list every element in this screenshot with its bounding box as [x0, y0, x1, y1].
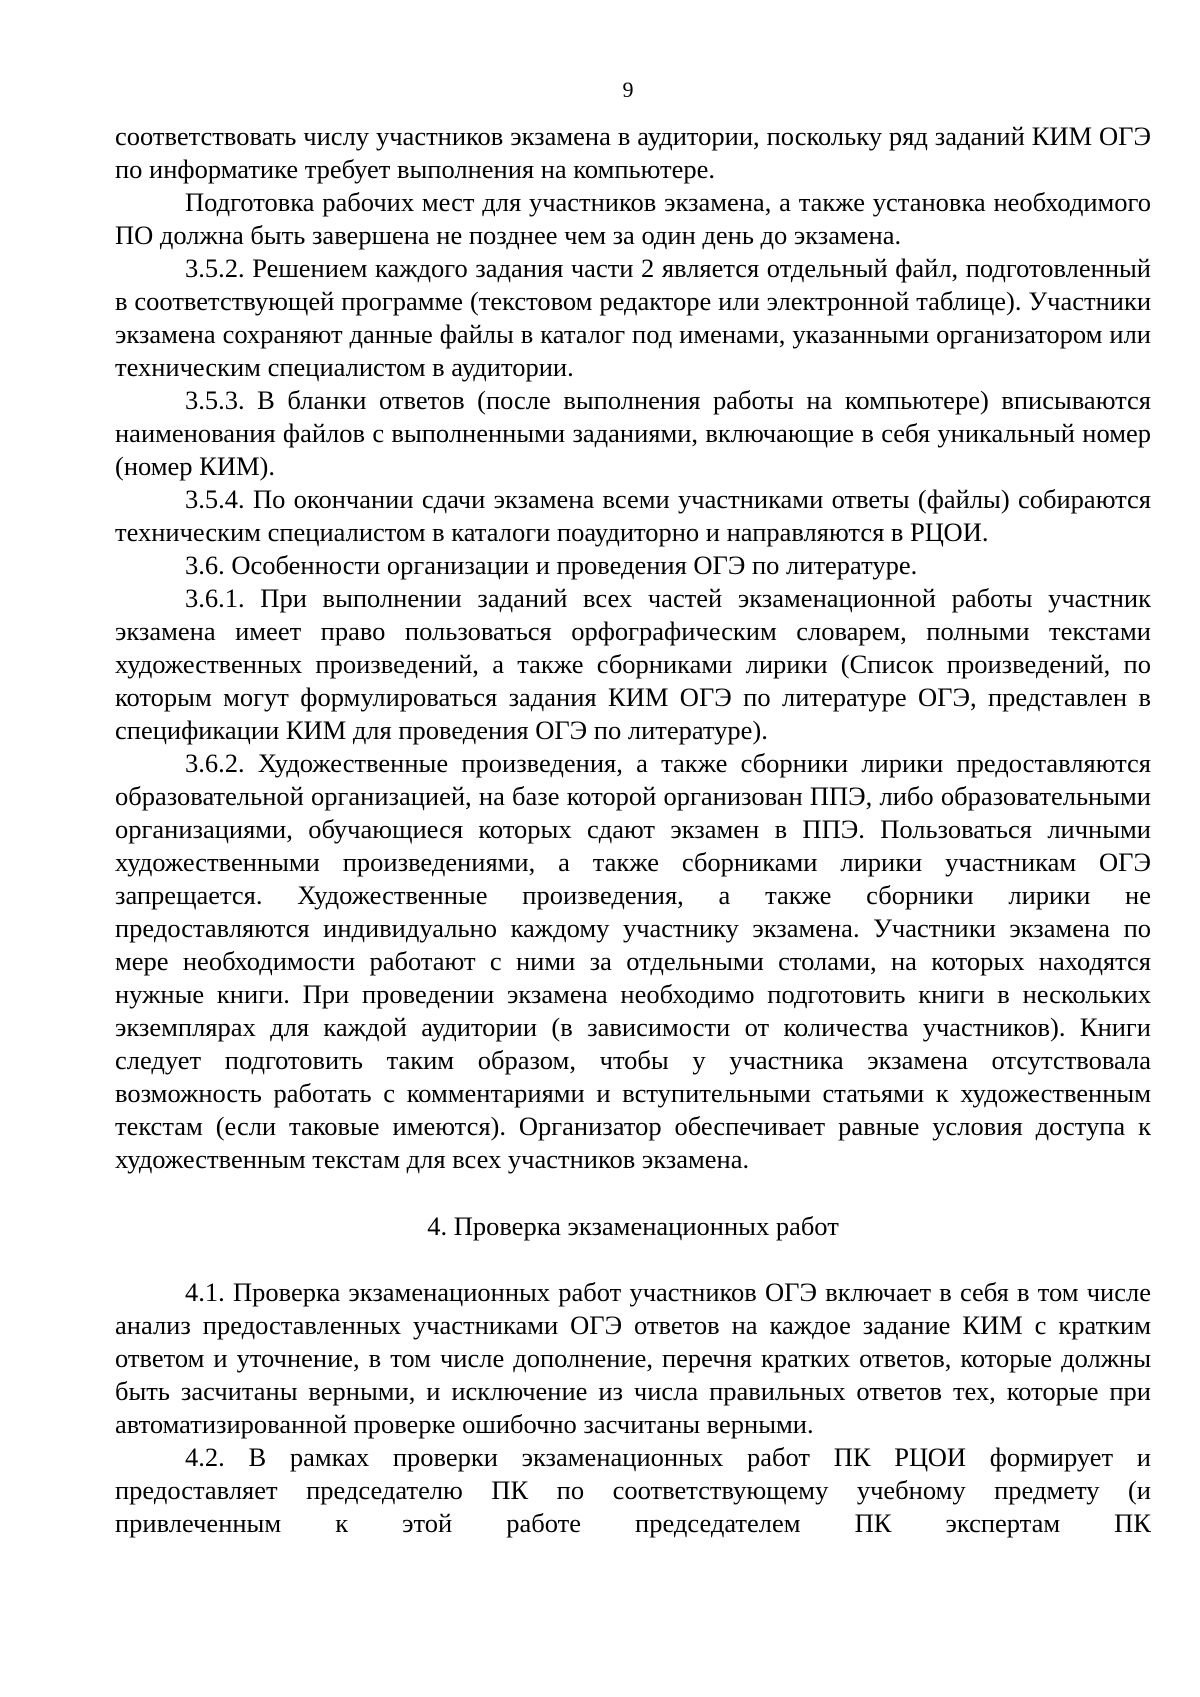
paragraph-3-5-4: 3.5.4. По окончании сдачи экзамена всеми участниками ответы (файлы) собираются техническим специалистом в каталоги поаудиторно и направляются в РЦОИ.	[115, 484, 1151, 547]
paragraph-4-1: 4.1. Проверка экзаменационных работ участников ОГЭ включает в себя в том числе анализ предоставленных участниками ОГЭ ответов на каждое задание КИМ с кратким ответом и уточнение, в том числе дополнение, перечня кратких ответов, которые должны быть засчитаны верными, и исключение из числа правильных ответов тех, которые при автоматизированной проверке ошибочно засчитаны верными.	[115, 1277, 1151, 1439]
paragraph-0: соответствовать числу участников экзамена в аудитории, поскольку ряд заданий КИМ ОГЭ по информатике требует выполнения на компьютере.	[115, 121, 1151, 184]
paragraph-3-6: 3.6. Особенности организации и проведения ОГЭ по литературе.	[185, 550, 918, 580]
paragraph-1: Подготовка рабочих мест для участников экзамена, а также установка необходимого ПО должна быть завершена не позднее чем за один день до экзамена.	[115, 187, 1151, 250]
paragraph-4-2: 4.2. В рамках проверки экзаменационных работ ПК РЦОИ формирует и предоставляет председателю ПК по соответствующему учебному предмету (и привлеченным к этой работе председателем ПК экспертам ПК	[115, 1442, 1151, 1538]
paragraphs-after	[115, 1276, 1151, 1540]
paragraph-3-5-3: 3.5.3. В бланки ответов (после выполнения работы на компьютере) вписываются наименования файлов с выполненными заданиями, включающие в себя уникальный номер (номер КИМ).	[115, 385, 1151, 481]
paragraph-3-5-2: 3.5.2. Решением каждого задания части 2 является отдельный файл, подготовленный в соответствующей программе (текстовом редакторе или электронной таблице). Участники экзамена сохраняют данные файлы в каталог под именами, указанными организатором или техническим специалистом в аудитории.	[115, 253, 1151, 382]
section-heading: 4. Проверка экзаменационных работ	[427, 1211, 839, 1241]
page-number: 9	[622, 77, 634, 102]
paragraphs-before	[115, 120, 1151, 1176]
paragraph-3-6-2: 3.6.2. Художественные произведения, а также сборники лирики предоставляются образовательной организацией, на базе которой организован ППЭ, либо образовательными организациями, обучающиеся которых сдают экзамен в ППЭ. Пользоваться личными художественными произведениями, а также сборниками лирики участникам ОГЭ запрещается. Художественные произведения, а также сборники лирики не предоставляются индивидуально каждому участнику экзамена. Участники экзамена по мере необходимости работают с ними за отдельными столами, на которых находятся нужные книги. При проведении экзамена необходимо подготовить книги в нескольких экземплярах для каждой аудитории (в зависимости от количества участников). Книги следует подготовить таким образом, чтобы у участника экзамена отсутствовала возможность работать с комментариями и вступительными статьями к художественным текстам (если таковые имеются). Организатор обеспечивает равные условия доступа к художественным текстам для всех участников экзамена.	[115, 748, 1151, 1174]
paragraph-3-6-1: 3.6.1. При выполнении заданий всех частей экзаменационной работы участник экзамена имеет право пользоваться орфографическим словарем, полными текстами художественных произведений, а также сборниками лирики (Список произведений, по которым могут формулироваться задания КИМ ОГЭ по литературе ОГЭ, представлен в спецификации КИМ для проведения ОГЭ по литературе).	[115, 583, 1151, 745]
document-page	[115, 60, 1151, 1540]
